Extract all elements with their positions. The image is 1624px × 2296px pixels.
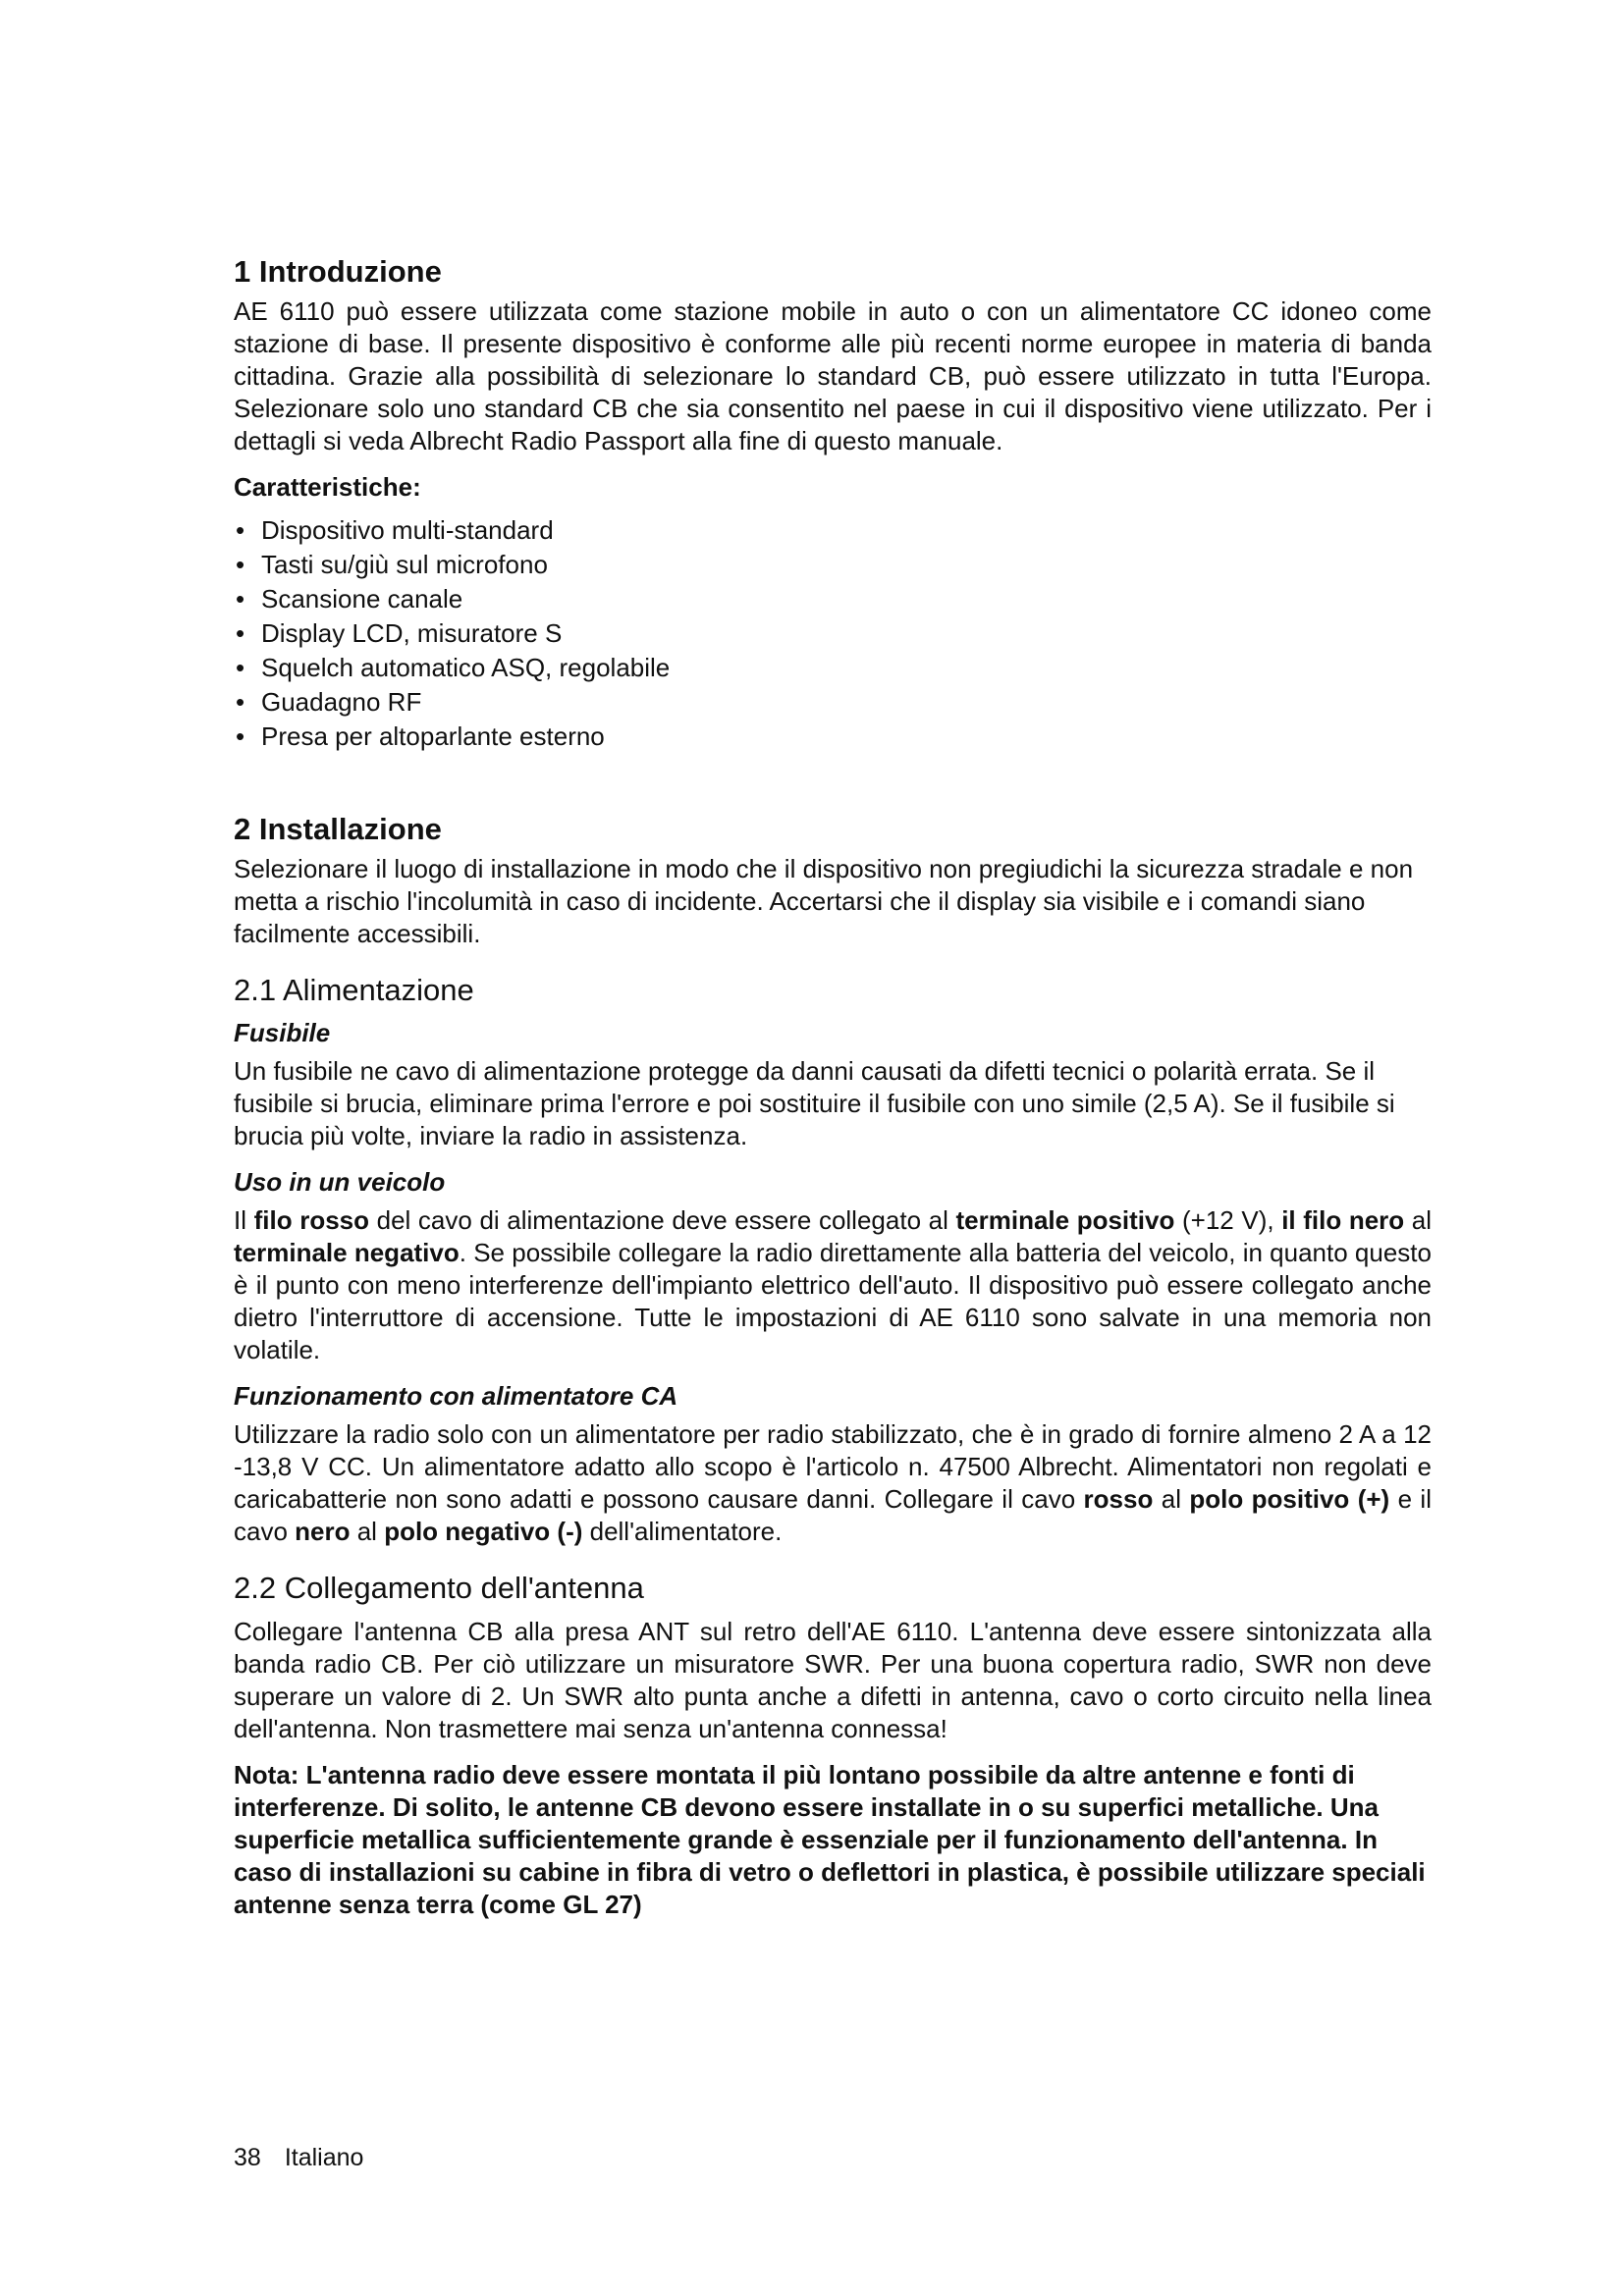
fuse-paragraph: Un fusibile ne cavo di alimentazione protegge da danni causati da difetti tecnici o polarità errata. Se il fusibile si brucia, eliminare prima l'errore e poi sostituire il fusibile con uno simile (2,5 A). Se il fusibile si brucia più volte, inviare la radio in assistenza. <box>234 1056 1395 1151</box>
bullet-icon: • <box>236 549 245 579</box>
bullet-icon: • <box>236 721 245 751</box>
feature-item: • Display LCD, misuratore S <box>234 616 1432 651</box>
vehicle-subheading: Uso in un veicolo <box>234 1167 446 1198</box>
page-footer <box>234 2144 387 2172</box>
bullet-icon: • <box>236 583 245 614</box>
section-2-title: 2 Installazione <box>234 811 442 846</box>
feature-item: • Guadagno RF <box>234 685 1432 720</box>
section-1-title: 1 Introduzione <box>234 254 442 289</box>
feature-item: • Squelch automatico ASQ, regolabile <box>234 651 1432 685</box>
antenna-note: Nota: L'antenna radio deve essere montata il più lontano possibile da altre antenne e fonti di interferenze. Di solito, le antenne CB devono essere installate in o su superfici metalliche. Una superficie metallica sufficientemente grande è essenziale per il funzionamento dell'antenna. In caso di installazioni su cabine in fibra di vetro o deflettori in plastica, è possibile utilizzare speciali antenne senza terra (come GL 27) <box>234 1760 1426 1919</box>
feature-item: • Tasti su/giù sul microfono <box>234 548 1432 582</box>
page-content <box>234 253 1432 1921</box>
page-number: 38 <box>234 2144 261 2171</box>
feature-item: • Scansione canale <box>234 582 1432 616</box>
features-list <box>234 513 1432 754</box>
features-label: Caratteristiche: <box>234 471 421 502</box>
bullet-icon: • <box>236 617 245 648</box>
bullet-icon: • <box>236 652 245 682</box>
bullet-icon: • <box>236 686 245 717</box>
feature-item: • Presa per altoparlante esterno <box>234 720 1432 754</box>
bullet-icon: • <box>236 514 245 545</box>
section-2-2-title: 2.2 Collegamento dell'antenna <box>234 1571 644 1606</box>
ac-subheading: Funzionamento con alimentatore CA <box>234 1381 678 1412</box>
vehicle-paragraph: Il filo rosso del cavo di alimentazione deve essere collegato al terminale positivo (+12 V), il filo nero al terminale negativo. Se possibile collegare la radio direttamente alla batteria del veicolo, in quanto questo è il punto con meno interferenze dell'impianto elettrico dell'auto. Il dispositivo può essere collegato anche dietro l'interruttore di accensione. Tutte le impostazioni di AE 6110 sono salvate in una memoria non volatile. <box>234 1205 1433 1365</box>
section-2-intro: Selezionare il luogo di installazione in modo che il dispositivo non pregiudichi la sicurezza stradale e non metta a rischio l'incolumità in caso di incidente. Accertarsi che il display sia visibile e i comandi siano facilmente accessibili. <box>234 853 1414 948</box>
section-2-1-title: 2.1 Alimentazione <box>234 972 474 1007</box>
section-1-intro: AE 6110 può essere utilizzata come stazione mobile in auto o con un alimentatore CC idoneo come stazione di base. Il presente dispositivo è conforme alle più recenti norme europee in materia di banda cittadina. Grazie alla possibilità di selezionare lo standard CB, può essere utilizzato in tutta l'Europa. Selezionare solo uno standard CB che sia consentito nel paese in cui il dispositivo viene utilizzato. Per i dettagli si veda Albrecht Radio Passport alla fine di questo manuale. <box>234 295 1432 455</box>
fuse-subheading: Fusibile <box>234 1018 331 1048</box>
ac-paragraph: Utilizzare la radio solo con un alimentatore per radio stabilizzato, che è in grado di fornire almeno 2 A a 12 -13,8 V CC. Un alimentatore adatto allo scopo è l'articolo n. 47500 Albrecht. Alimentatori non regolati e caricabatterie non sono adatti e possono causare danni. Collegare il cavo rosso al polo positivo (+) e il cavo nero al polo negativo (-) dell'alimentatore. <box>234 1419 1432 1547</box>
footer-language: Italiano <box>284 2144 364 2171</box>
antenna-paragraph: Collegare l'antenna CB alla presa ANT sul retro dell'AE 6110. L'antenna deve essere sintonizzata alla banda radio CB. Per ciò utilizzare un misuratore SWR. Per una buona copertura radio, SWR non deve superare un valore di 2. Un SWR alto punta anche a difetti in antenna, cavo o corto circuito nella linea dell'antenna. Non trasmettere mai senza un'antenna connessa! <box>234 1617 1432 1743</box>
feature-item: • Dispositivo multi-standard <box>234 513 1432 548</box>
